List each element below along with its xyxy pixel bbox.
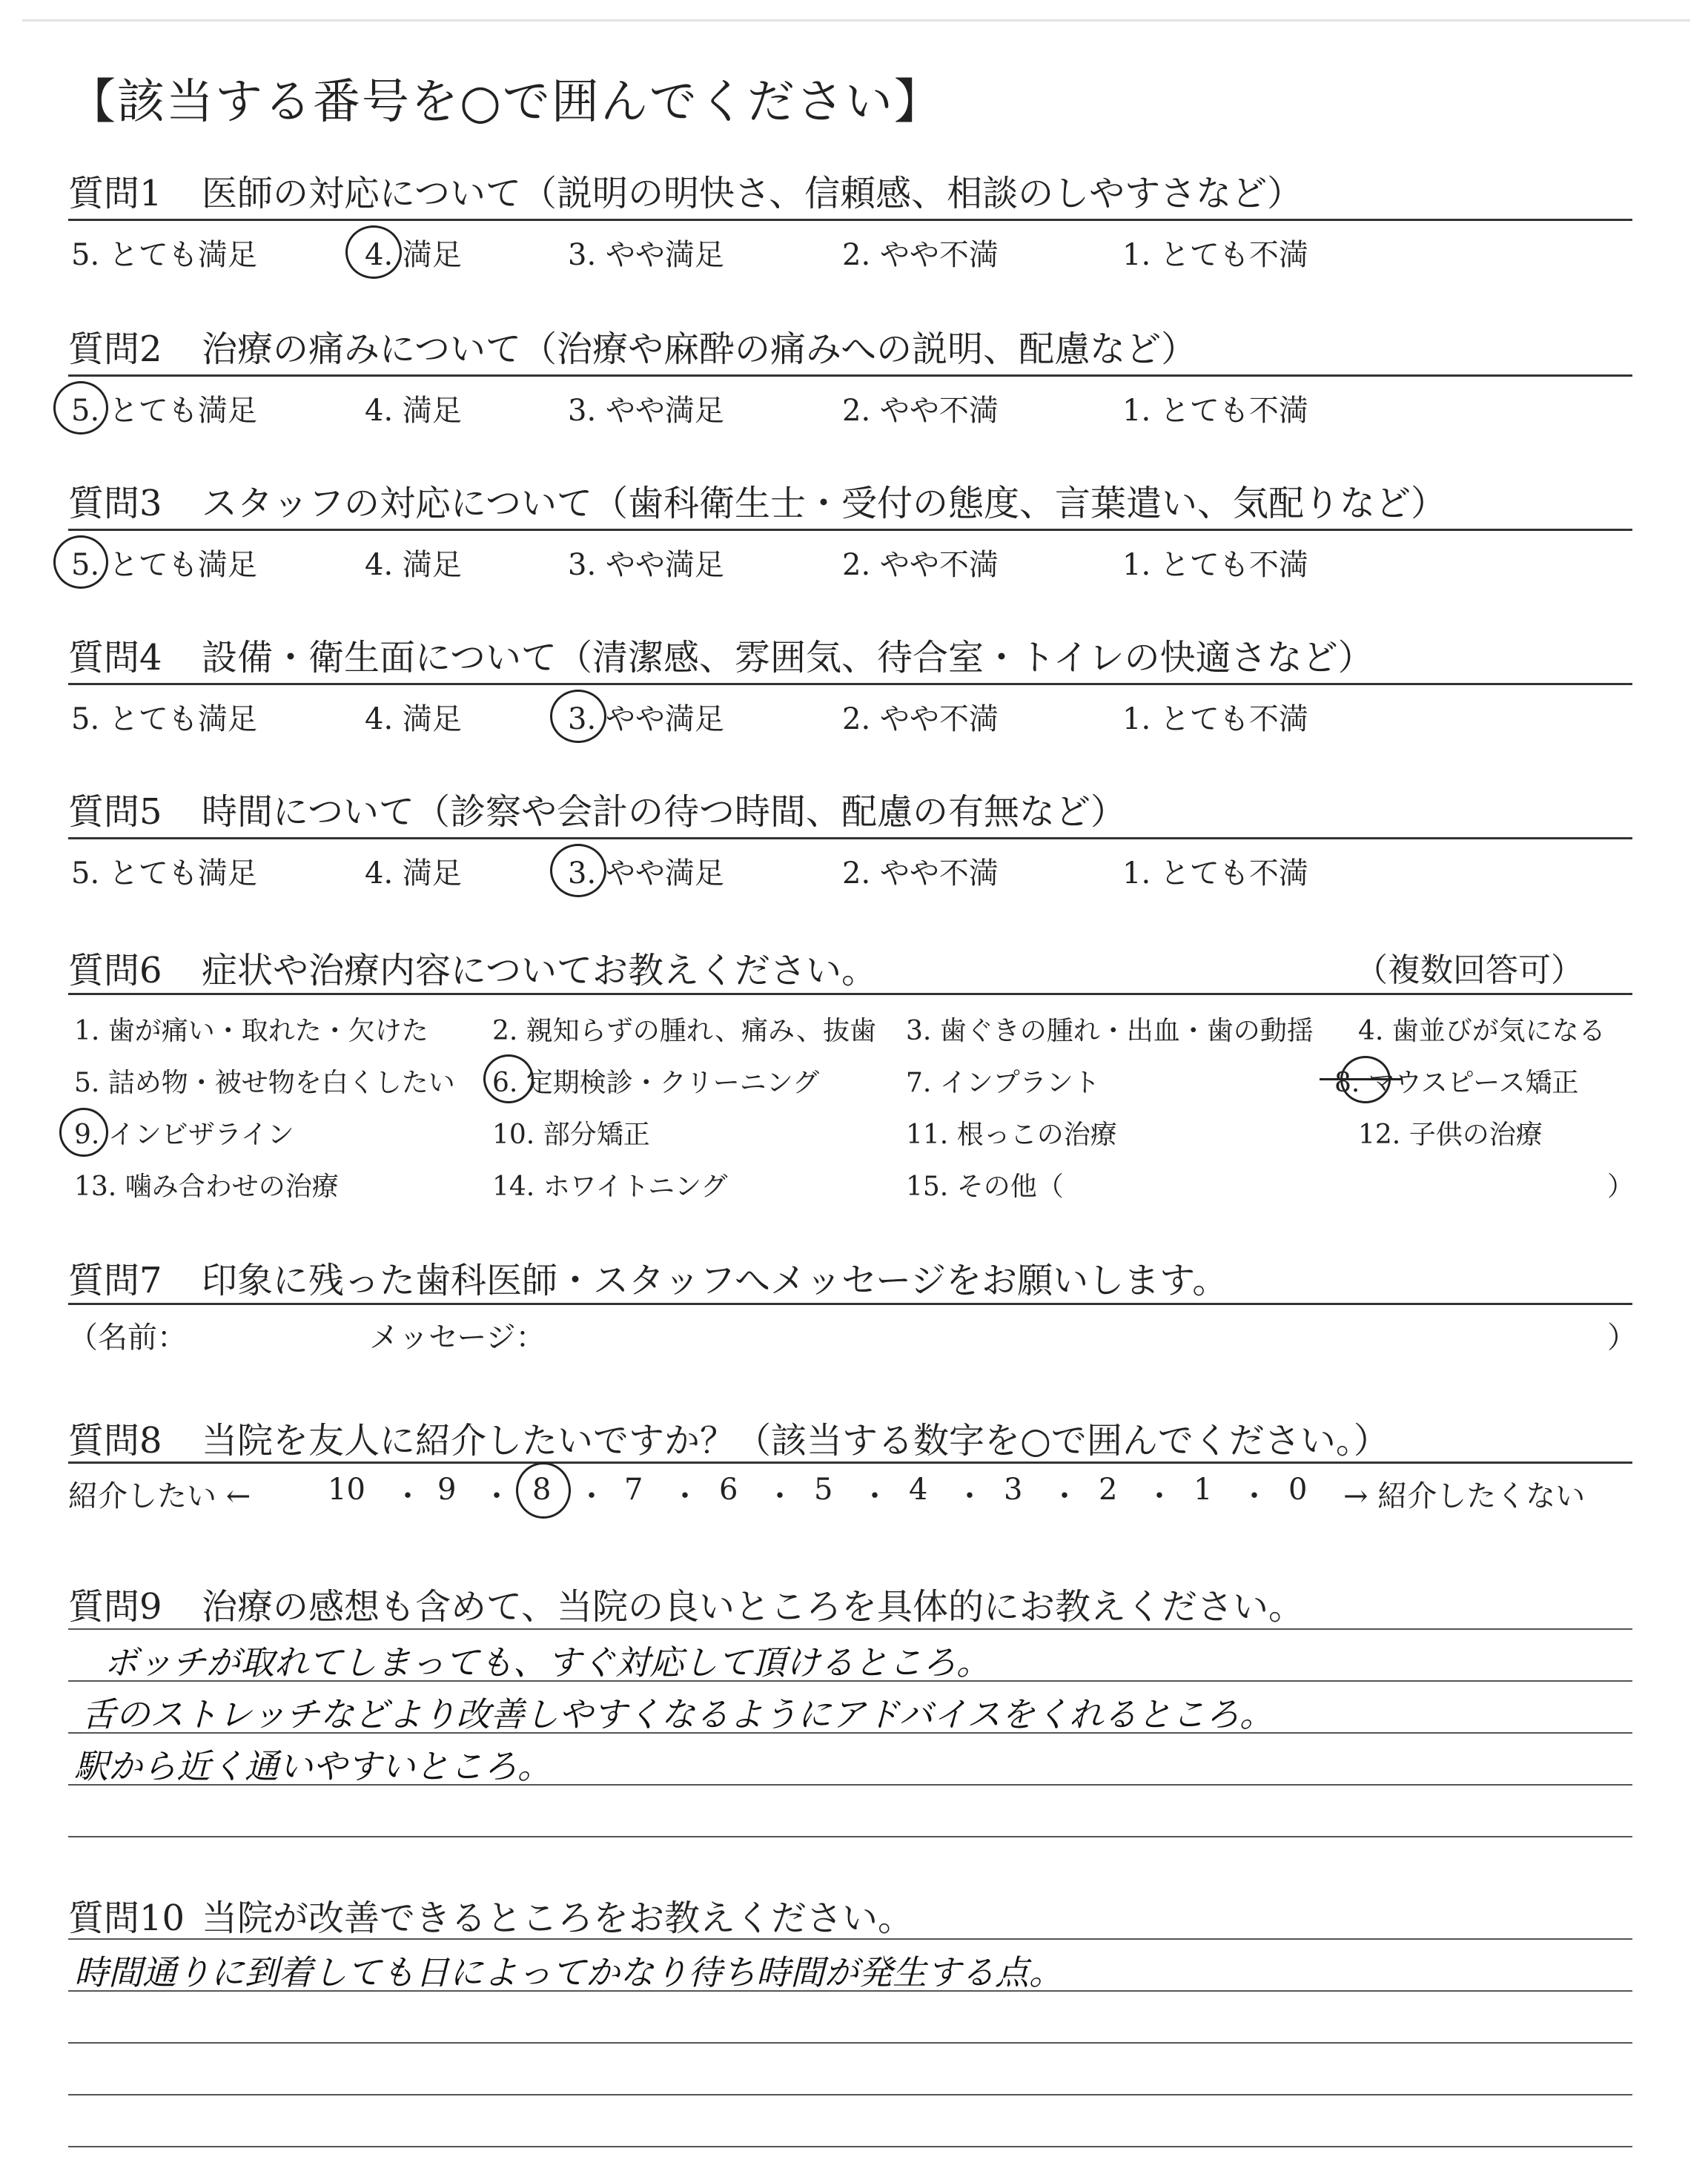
question-1-rule	[68, 219, 1632, 221]
question-6-multiple-note: （複数回答可）	[1355, 951, 1583, 989]
q8-score-9[interactable]: 9	[437, 1473, 457, 1507]
q8-score-5[interactable]: 5	[814, 1473, 833, 1507]
q6-option-10[interactable]: 10. 部分矯正	[492, 1120, 650, 1150]
q6-option-8[interactable]: 8. マウスピース矯正	[1334, 1068, 1579, 1098]
q8-right-label: → 紹介したくない	[1343, 1479, 1586, 1513]
q5-option-4[interactable]: 4. 満足	[365, 856, 462, 891]
q5-option-5[interactable]: 5. とても満足	[71, 856, 257, 891]
q2-option-1[interactable]: 1. とても不満	[1122, 394, 1308, 428]
question-8-title	[68, 1412, 1389, 1463]
question-1-number: 質問1	[68, 173, 162, 214]
question-3-number: 質問3	[68, 483, 162, 524]
q3-option-2[interactable]: 2. やや不満	[842, 548, 999, 582]
question-7-number: 質問7	[68, 1260, 162, 1301]
q6-option-1[interactable]: 1. 歯が痛い・取れた・欠けた	[74, 1016, 428, 1046]
question-9-title	[68, 1578, 1304, 1629]
q8-score-7[interactable]: 7	[624, 1473, 643, 1507]
q6-option-9[interactable]: 9. インビザライン	[74, 1120, 294, 1150]
q9-answer-line	[68, 1628, 1632, 1630]
q8-dot: ・	[955, 1479, 984, 1513]
q10-answer-line	[68, 2042, 1632, 2044]
question-6-rule	[68, 993, 1632, 995]
question-7-title	[68, 1252, 1228, 1303]
question-7-rule	[68, 1303, 1632, 1305]
question-8-rule	[68, 1462, 1632, 1464]
q4-option-4[interactable]: 4. 満足	[365, 702, 462, 736]
question-4-rule	[68, 683, 1632, 685]
question-2-number: 質問2	[68, 328, 162, 370]
question-9-number: 質問9	[68, 1586, 162, 1628]
question-6-number: 質問6	[68, 950, 162, 991]
q8-score-0[interactable]: 0	[1288, 1473, 1308, 1507]
instruction-header: 【該当する番号を○で囲んでください】	[68, 75, 943, 130]
question-2-text: 治療の痛みについて（治療や麻酔の痛みへの説明、配慮など）	[202, 328, 1197, 370]
q6-option-7[interactable]: 7. インプラント	[906, 1068, 1100, 1098]
q6-option-4[interactable]: 4. 歯並びが気になる	[1358, 1016, 1606, 1046]
question-5-number: 質問5	[68, 791, 162, 833]
q10-answer-line	[68, 2094, 1632, 2095]
q1-option-3[interactable]: 3. やや満足	[568, 238, 724, 272]
q6-option-3[interactable]: 3. 歯ぐきの腫れ・出血・歯の動揺	[906, 1016, 1314, 1046]
q10-answer-line	[68, 1938, 1632, 1940]
q5-option-1[interactable]: 1. とても不満	[1122, 856, 1308, 891]
q4-option-3[interactable]: 3. やや満足	[568, 702, 724, 736]
q8-dot: ・	[393, 1479, 423, 1513]
q9-answer-line	[68, 1836, 1632, 1837]
scan-edge-line	[22, 19, 1690, 22]
q6-option-6-circle	[483, 1054, 534, 1103]
q8-left-label: 紹介したい ←	[68, 1479, 251, 1513]
q10-answer-line	[68, 2146, 1632, 2147]
question-10-number: 質問10	[68, 1898, 185, 1939]
question-5-title	[68, 783, 1126, 834]
question-8-number: 質問8	[68, 1420, 162, 1462]
question-9-text: 治療の感想も含めて、当院の良いところを具体的にお教えください。	[202, 1586, 1305, 1628]
q1-option-5[interactable]: 5. とても満足	[71, 238, 257, 272]
question-7-text: 印象に残った歯科医師・スタッフへメッセージをお願いします。	[202, 1260, 1228, 1301]
question-10-title	[68, 1889, 913, 1941]
q1-option-2[interactable]: 2. やや不満	[842, 238, 999, 272]
q9-handwritten-answer-1[interactable]: ボッチが取れてしまっても、すぐ対応して頂けるところ。	[104, 1642, 990, 1682]
question-1-title	[68, 165, 1302, 216]
q8-score-2[interactable]: 2	[1099, 1473, 1118, 1507]
q6-option-9-circle	[59, 1108, 108, 1157]
q5-option-3[interactable]: 3. やや満足	[568, 856, 724, 891]
question-4-text: 設備・衛生面について（清潔感、雰囲気、待合室・トイレの快適さなど）	[202, 637, 1374, 678]
question-3-text: スタッフの対応について（歯科衛生士・受付の態度、言葉遣い、気配りなど）	[202, 483, 1447, 524]
question-3-rule	[68, 529, 1632, 531]
q5-option-2[interactable]: 2. やや不満	[842, 856, 999, 891]
q4-option-5[interactable]: 5. とても満足	[71, 702, 257, 736]
q7-name-label: （名前：	[68, 1321, 187, 1355]
q3-option-4[interactable]: 4. 満足	[365, 548, 462, 582]
q10-handwritten-answer-1[interactable]: 時間通りに到着しても日によってかなり待ち時間が発生する点。	[74, 1952, 1063, 1992]
q3-option-3[interactable]: 3. やや満足	[568, 548, 724, 582]
q2-option-5[interactable]: 5. とても満足	[71, 394, 257, 428]
q3-option-1[interactable]: 1. とても不満	[1122, 548, 1308, 582]
q8-score-1[interactable]: 1	[1194, 1473, 1213, 1507]
q4-option-1[interactable]: 1. とても不満	[1122, 702, 1308, 736]
q6-option-12[interactable]: 12. 子供の治療	[1358, 1120, 1543, 1150]
question-6-title	[68, 942, 877, 993]
q8-dot: ・	[860, 1479, 890, 1513]
question-2-title	[68, 320, 1196, 371]
q6-option-6[interactable]: 6. 定期検診・クリーニング	[492, 1068, 820, 1098]
q8-dot: ・	[670, 1479, 700, 1513]
q8-score-3[interactable]: 3	[1004, 1473, 1023, 1507]
question-3-title	[68, 475, 1446, 526]
q4-option-2[interactable]: 2. やや不満	[842, 702, 999, 736]
q7-close-paren: ）	[1607, 1321, 1637, 1355]
q2-selection-circle	[53, 381, 108, 435]
q3-selection-circle	[53, 535, 108, 589]
question-1-text: 医師の対応について（説明の明快さ、信頼感、相談のしやすさなど）	[202, 173, 1303, 214]
q8-dot: ・	[1239, 1479, 1269, 1513]
q6-option-11[interactable]: 11. 根っこの治療	[906, 1120, 1117, 1150]
question-4-title	[68, 629, 1374, 680]
q3-option-5[interactable]: 5. とても満足	[71, 548, 257, 582]
q8-selection-circle	[516, 1462, 571, 1519]
q8-score-6[interactable]: 6	[719, 1473, 738, 1507]
q1-option-4[interactable]: 4. 満足	[365, 238, 462, 272]
q4-selection-circle	[550, 690, 606, 743]
q5-selection-circle	[550, 844, 606, 897]
q2-option-2[interactable]: 2. やや不満	[842, 394, 999, 428]
q2-option-4[interactable]: 4. 満足	[365, 394, 462, 428]
question-5-rule	[68, 837, 1632, 839]
q6-option-13[interactable]: 13. 噛み合わせの治療	[74, 1172, 339, 1202]
q6-option-5[interactable]: 5. 詰め物・被せ物を白くしたい	[74, 1068, 455, 1098]
q9-handwritten-answer-2[interactable]: 舌のストレッチなどより改善しやすくなるようにアドバイスをくれるところ。	[82, 1694, 1274, 1734]
q6-option-15-close: ）	[1607, 1172, 1635, 1202]
question-10-text: 当院が改善できるところをお教えください。	[202, 1898, 914, 1939]
q9-handwritten-answer-3[interactable]: 駅から近く通いやすいところ。	[74, 1746, 552, 1786]
q8-score-8[interactable]: 8	[532, 1473, 552, 1507]
question-6-text: 症状や治療内容についてお教えください。	[202, 950, 878, 991]
q6-option-14[interactable]: 14. ホワイトニング	[492, 1172, 728, 1202]
q1-option-1[interactable]: 1. とても不満	[1122, 238, 1308, 272]
q8-dot: ・	[1050, 1479, 1079, 1513]
q8-dot: ・	[765, 1479, 795, 1513]
q8-dot: ・	[482, 1479, 512, 1513]
q7-message-label: メッセージ：	[369, 1321, 546, 1355]
q8-dot: ・	[1145, 1479, 1174, 1513]
q8-dot: ・	[577, 1479, 606, 1513]
question-8-text: 当院を友人に紹介したいですか？（該当する数字を○で囲んでください。）	[202, 1420, 1389, 1462]
question-2-rule	[68, 374, 1632, 377]
q6-option-2[interactable]: 2. 親知らずの腫れ、痛み、抜歯	[492, 1016, 877, 1046]
q8-score-4[interactable]: 4	[909, 1473, 928, 1507]
question-5-text: 時間について（診察や会計の待つ時間、配慮の有無など）	[202, 791, 1127, 833]
q8-score-10[interactable]: 10	[328, 1473, 365, 1507]
q6-option-15[interactable]: 15. その他（	[906, 1172, 1064, 1202]
q2-option-3[interactable]: 3. やや満足	[568, 394, 724, 428]
q6-option-8-strike	[1320, 1078, 1403, 1080]
q1-selection-circle	[345, 225, 402, 279]
question-4-number: 質問4	[68, 637, 162, 678]
